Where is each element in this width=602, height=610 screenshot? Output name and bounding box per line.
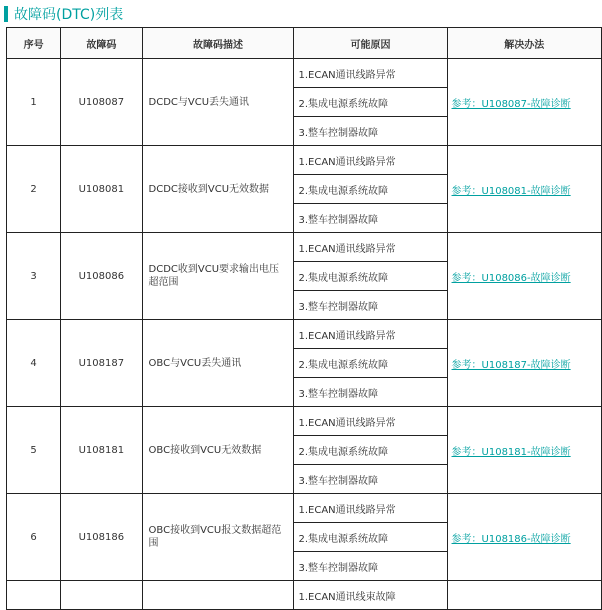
row-cause: 3.整车控制器故障 — [294, 204, 447, 233]
row-cause: 2.集成电源系统故障 — [294, 349, 447, 378]
row-index: 1 — [7, 59, 61, 146]
row-code — [61, 581, 142, 610]
row-cause: 3.整车控制器故障 — [294, 465, 447, 494]
row-solution — [447, 59, 601, 146]
row-solution — [447, 494, 601, 581]
table-body — [7, 59, 602, 610]
header-index: 序号 — [7, 28, 61, 59]
row-code: U108086 — [61, 233, 142, 320]
row-cause: 3.整车控制器故障 — [294, 291, 447, 320]
table-row — [7, 581, 602, 610]
row-cause: 1.ECAN通讯线路异常 — [294, 407, 447, 436]
row-description: DCDC接收到VCU无效数据 — [142, 146, 294, 233]
row-cause: 1.ECAN通讯线路异常 — [294, 320, 447, 349]
section-title — [4, 4, 123, 24]
row-cause: 3.整车控制器故障 — [294, 378, 447, 407]
dtc-table — [6, 27, 602, 610]
row-code: U108081 — [61, 146, 142, 233]
row-index: 4 — [7, 320, 61, 407]
row-description — [142, 581, 294, 610]
row-solution — [447, 233, 601, 320]
row-index: 6 — [7, 494, 61, 581]
row-cause: 2.集成电源系统故障 — [294, 262, 447, 291]
row-description: OBC接收到VCU无效数据 — [142, 407, 294, 494]
header-description: 故障码描述 — [142, 28, 294, 59]
row-code: U108187 — [61, 320, 142, 407]
row-code: U108087 — [61, 59, 142, 146]
table-row — [7, 146, 602, 175]
row-solution — [447, 407, 601, 494]
row-code: U108181 — [61, 407, 142, 494]
title-accent-bar — [4, 6, 8, 22]
row-cause: 3.整车控制器故障 — [294, 117, 447, 146]
diagnosis-link[interactable]: 参考：U108186-故障诊断 — [451, 533, 571, 545]
diagnosis-link[interactable]: 参考：U108087-故障诊断 — [451, 98, 571, 110]
table-row — [7, 320, 602, 349]
row-cause: 2.集成电源系统故障 — [294, 175, 447, 204]
row-cause: 1.ECAN通讯线路异常 — [294, 146, 447, 175]
row-description: DCDC与VCU丢失通讯 — [142, 59, 294, 146]
section-title-text: 故障码(DTC)列表 — [14, 7, 124, 23]
row-description: OBC与VCU丢失通讯 — [142, 320, 294, 407]
row-index: 2 — [7, 146, 61, 233]
row-solution — [447, 581, 601, 610]
row-cause: 1.ECAN通讯线路异常 — [294, 59, 447, 88]
table-row — [7, 59, 602, 88]
header-solution: 解决办法 — [447, 28, 601, 59]
diagnosis-link[interactable]: 参考：U108187-故障诊断 — [451, 359, 571, 371]
row-cause: 1.ECAN通讯线路异常 — [294, 233, 447, 262]
header-code: 故障码 — [61, 28, 142, 59]
row-code: U108186 — [61, 494, 142, 581]
header-causes: 可能原因 — [294, 28, 447, 59]
row-index: 5 — [7, 407, 61, 494]
row-index — [7, 581, 61, 610]
row-cause: 2.集成电源系统故障 — [294, 88, 447, 117]
row-description: DCDC收到VCU要求输出电压超范围 — [142, 233, 294, 320]
row-cause: 1.ECAN通讯线路异常 — [294, 494, 447, 523]
row-index: 3 — [7, 233, 61, 320]
row-cause: 1.ECAN通讯线束故障 — [294, 581, 447, 610]
row-solution — [447, 146, 601, 233]
table-row — [7, 407, 602, 436]
row-solution — [447, 320, 601, 407]
diagnosis-link[interactable]: 参考：U108086-故障诊断 — [451, 272, 571, 284]
table-row — [7, 233, 602, 262]
table-header-row — [7, 28, 602, 59]
diagnosis-link[interactable]: 参考：U108181-故障诊断 — [451, 446, 571, 458]
diagnosis-link[interactable]: 参考：U108081-故障诊断 — [451, 185, 571, 197]
table-row — [7, 494, 602, 523]
row-cause: 3.整车控制器故障 — [294, 552, 447, 581]
row-description: OBC接收到VCU报文数据超范围 — [142, 494, 294, 581]
row-cause: 2.集成电源系统故障 — [294, 523, 447, 552]
row-cause: 2.集成电源系统故障 — [294, 436, 447, 465]
